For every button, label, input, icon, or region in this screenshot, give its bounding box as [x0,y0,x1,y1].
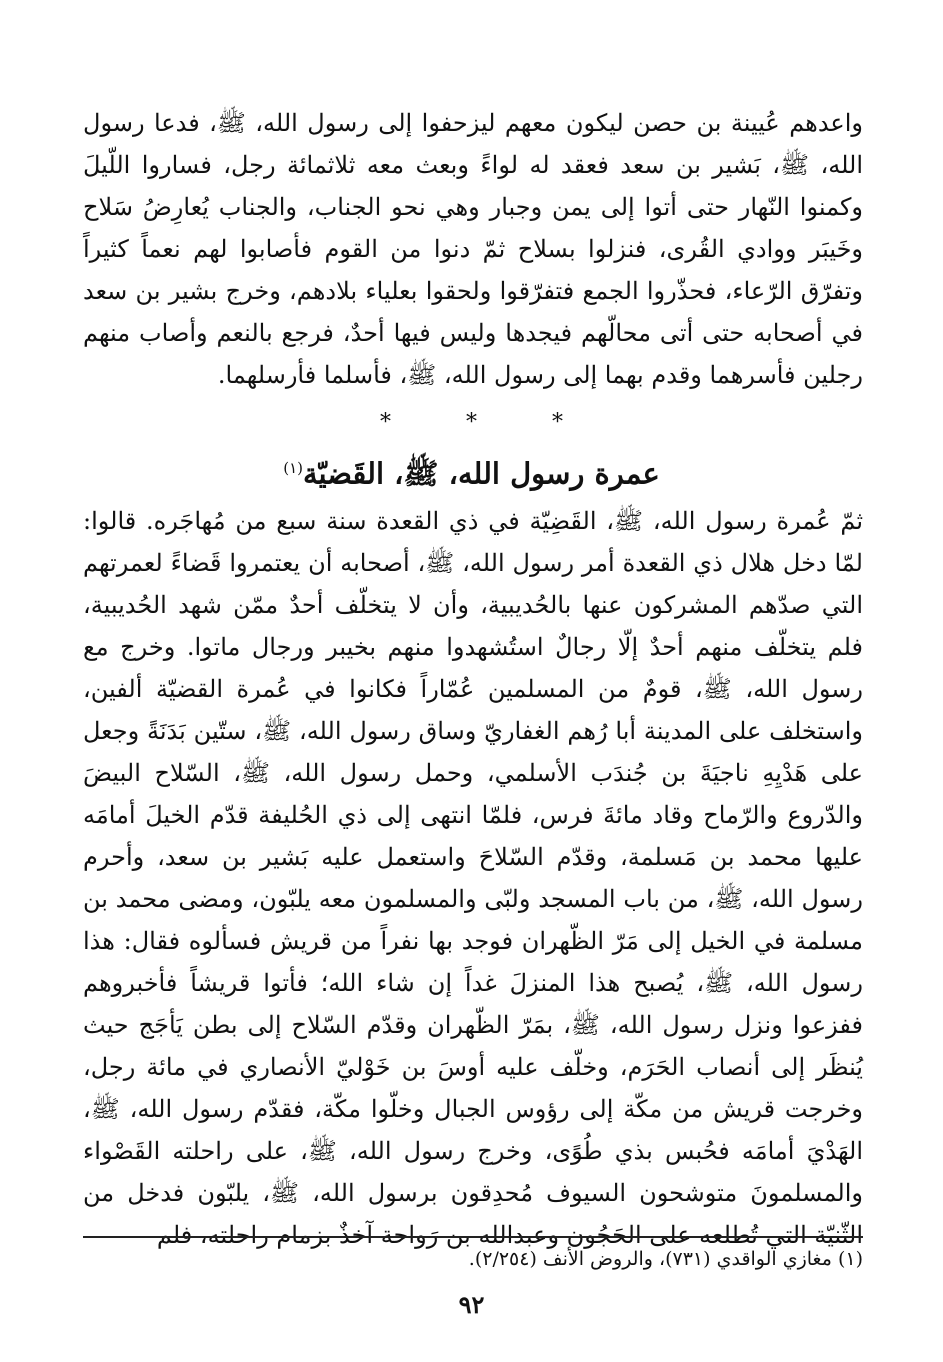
paragraph-top: واعدهم عُيينة بن حصن ليكون معهم ليزحفوا إلى رسول الله، ﷺ، فدعا رسول الله، ﷺ، بَشير بن سعد فعقد له لواءً وبعث معه ثلاثمائة رجل، فساروا اللّيلَ وكمنوا النّهار حتى أتوا إلى يمن وجبار وهي نحو الجناب، والجناب يُعارِضُ سَلاح وخَيبَر ووادي القُرى، فنزلوا بسلاح ثمّ دنوا من القوم فأصابوا لهم نعماً كثيراً وتفرّق الرّعاء، فحذّروا الجمع فتفرّقوا ولحقوا بعلياء بلادهم، وخرج بشير بن سعد في أصحابه حتى أتى محالّهم فيجدها وليس فيها أحدٌ، فرجع بالنعم وأصاب منهم رجلين فأسرهما وقدم بهما إلى رسول الله، ﷺ، فأسلما فأرسلهما. [83,109,863,389]
footnote: (١) مغازي الواقدي (٧٣١)، والروض الأنف (٢/٢٥٤). [468,1248,863,1270]
separator-star: * [552,410,563,435]
separator-star: * [466,410,477,435]
section-separator [0,410,943,435]
footnote-divider [83,1236,863,1238]
paragraph-main: ثمّ عُمرة رسول الله، ﷺ، القَضِيّة في ذي القعدة سنة سبع من مُهاجَره. قالوا: لمّا دخل هلال ذي القعدة أمر رسول الله، ﷺ، أصحابه أن يعتمروا قَضاءً لعمرتهم التي صدّهم المشركون عنها بالحُديبية، وأن لا يتخلّف أحدٌ ممّن شهد الحُديبية، فلم يتخلّف منهم أحدٌ إلّا رجالٌ استُشهدوا منهم بخيبر ورجال ماتوا. وخرج مع رسول الله، ﷺ، قومٌ من المسلمين عُمّاراً فكانوا في عُمرة القضيّة ألفين، واستخلف على المدينة أبا رُهم الغفاريّ وساق رسول الله، ﷺ، ستّين بَدَنَةً وجعل على هَدْيِهِ ناجيَةَ بن جُندَب الأسلمي، وحمل رسول الله، ﷺ، السّلاح البيضَ والدّروع والرّماح وقاد مائةَ فرس، فلمّا انتهى إلى ذي الحُليفة قدّم الخيلَ أمامَه عليها محمد بن مَسلمة، وقدّم السّلاحَ واستعمل عليه بَشير بن سعد، وأحرم رسول الله، ﷺ، من باب المسجد ولبّى والمسلمون معه يلبّون، ومضى محمد بن مسلمة في الخيل إلى مَرّ الظّهران فوجد بها نفراً من قريش فسألوه فقال: هذا رسول الله، ﷺ، يُصبح هذا المنزلَ غداً إن شاء الله؛ فأتوا قريشاً فأخبروهم ففزعوا ونزل رسول الله، ﷺ، بمَرّ الظّهران وقدّم السّلاح إلى بطن يَأجَج حيث يُنظَر إلى أنصاب الحَرَم، وخلّف عليه أوسَ بن خَوْليّ الأنصاري في مائة رجل، وخرجت قريش من مكّة إلى رؤوس الجبال وخلّوا مكّة، فقدّم رسول الله، ﷺ، الهَدْيَ أمامَه فحُبس بذي طُوًى، وخرج رسول الله، ﷺ، على راحلته القَصْواء والمسلمونَ متوشحون السيوف مُحدِقون برسول الله، ﷺ، يلبّون فدخل من الثّنيّة التي تُطلعه على الحَجُون وعبدالله بن رَواحة آخذٌ بزمام راحلته، فلم [83,507,863,1249]
page-number: ٩٢ [458,1290,485,1319]
section-heading [0,444,943,498]
top-text-block [83,102,863,396]
footnote-mark: (١) [283,459,303,477]
section-title: عمرة رسول الله، ﷺ، القَضيّة [302,456,660,491]
main-text-block [83,500,863,1256]
separator-star: * [380,410,391,435]
